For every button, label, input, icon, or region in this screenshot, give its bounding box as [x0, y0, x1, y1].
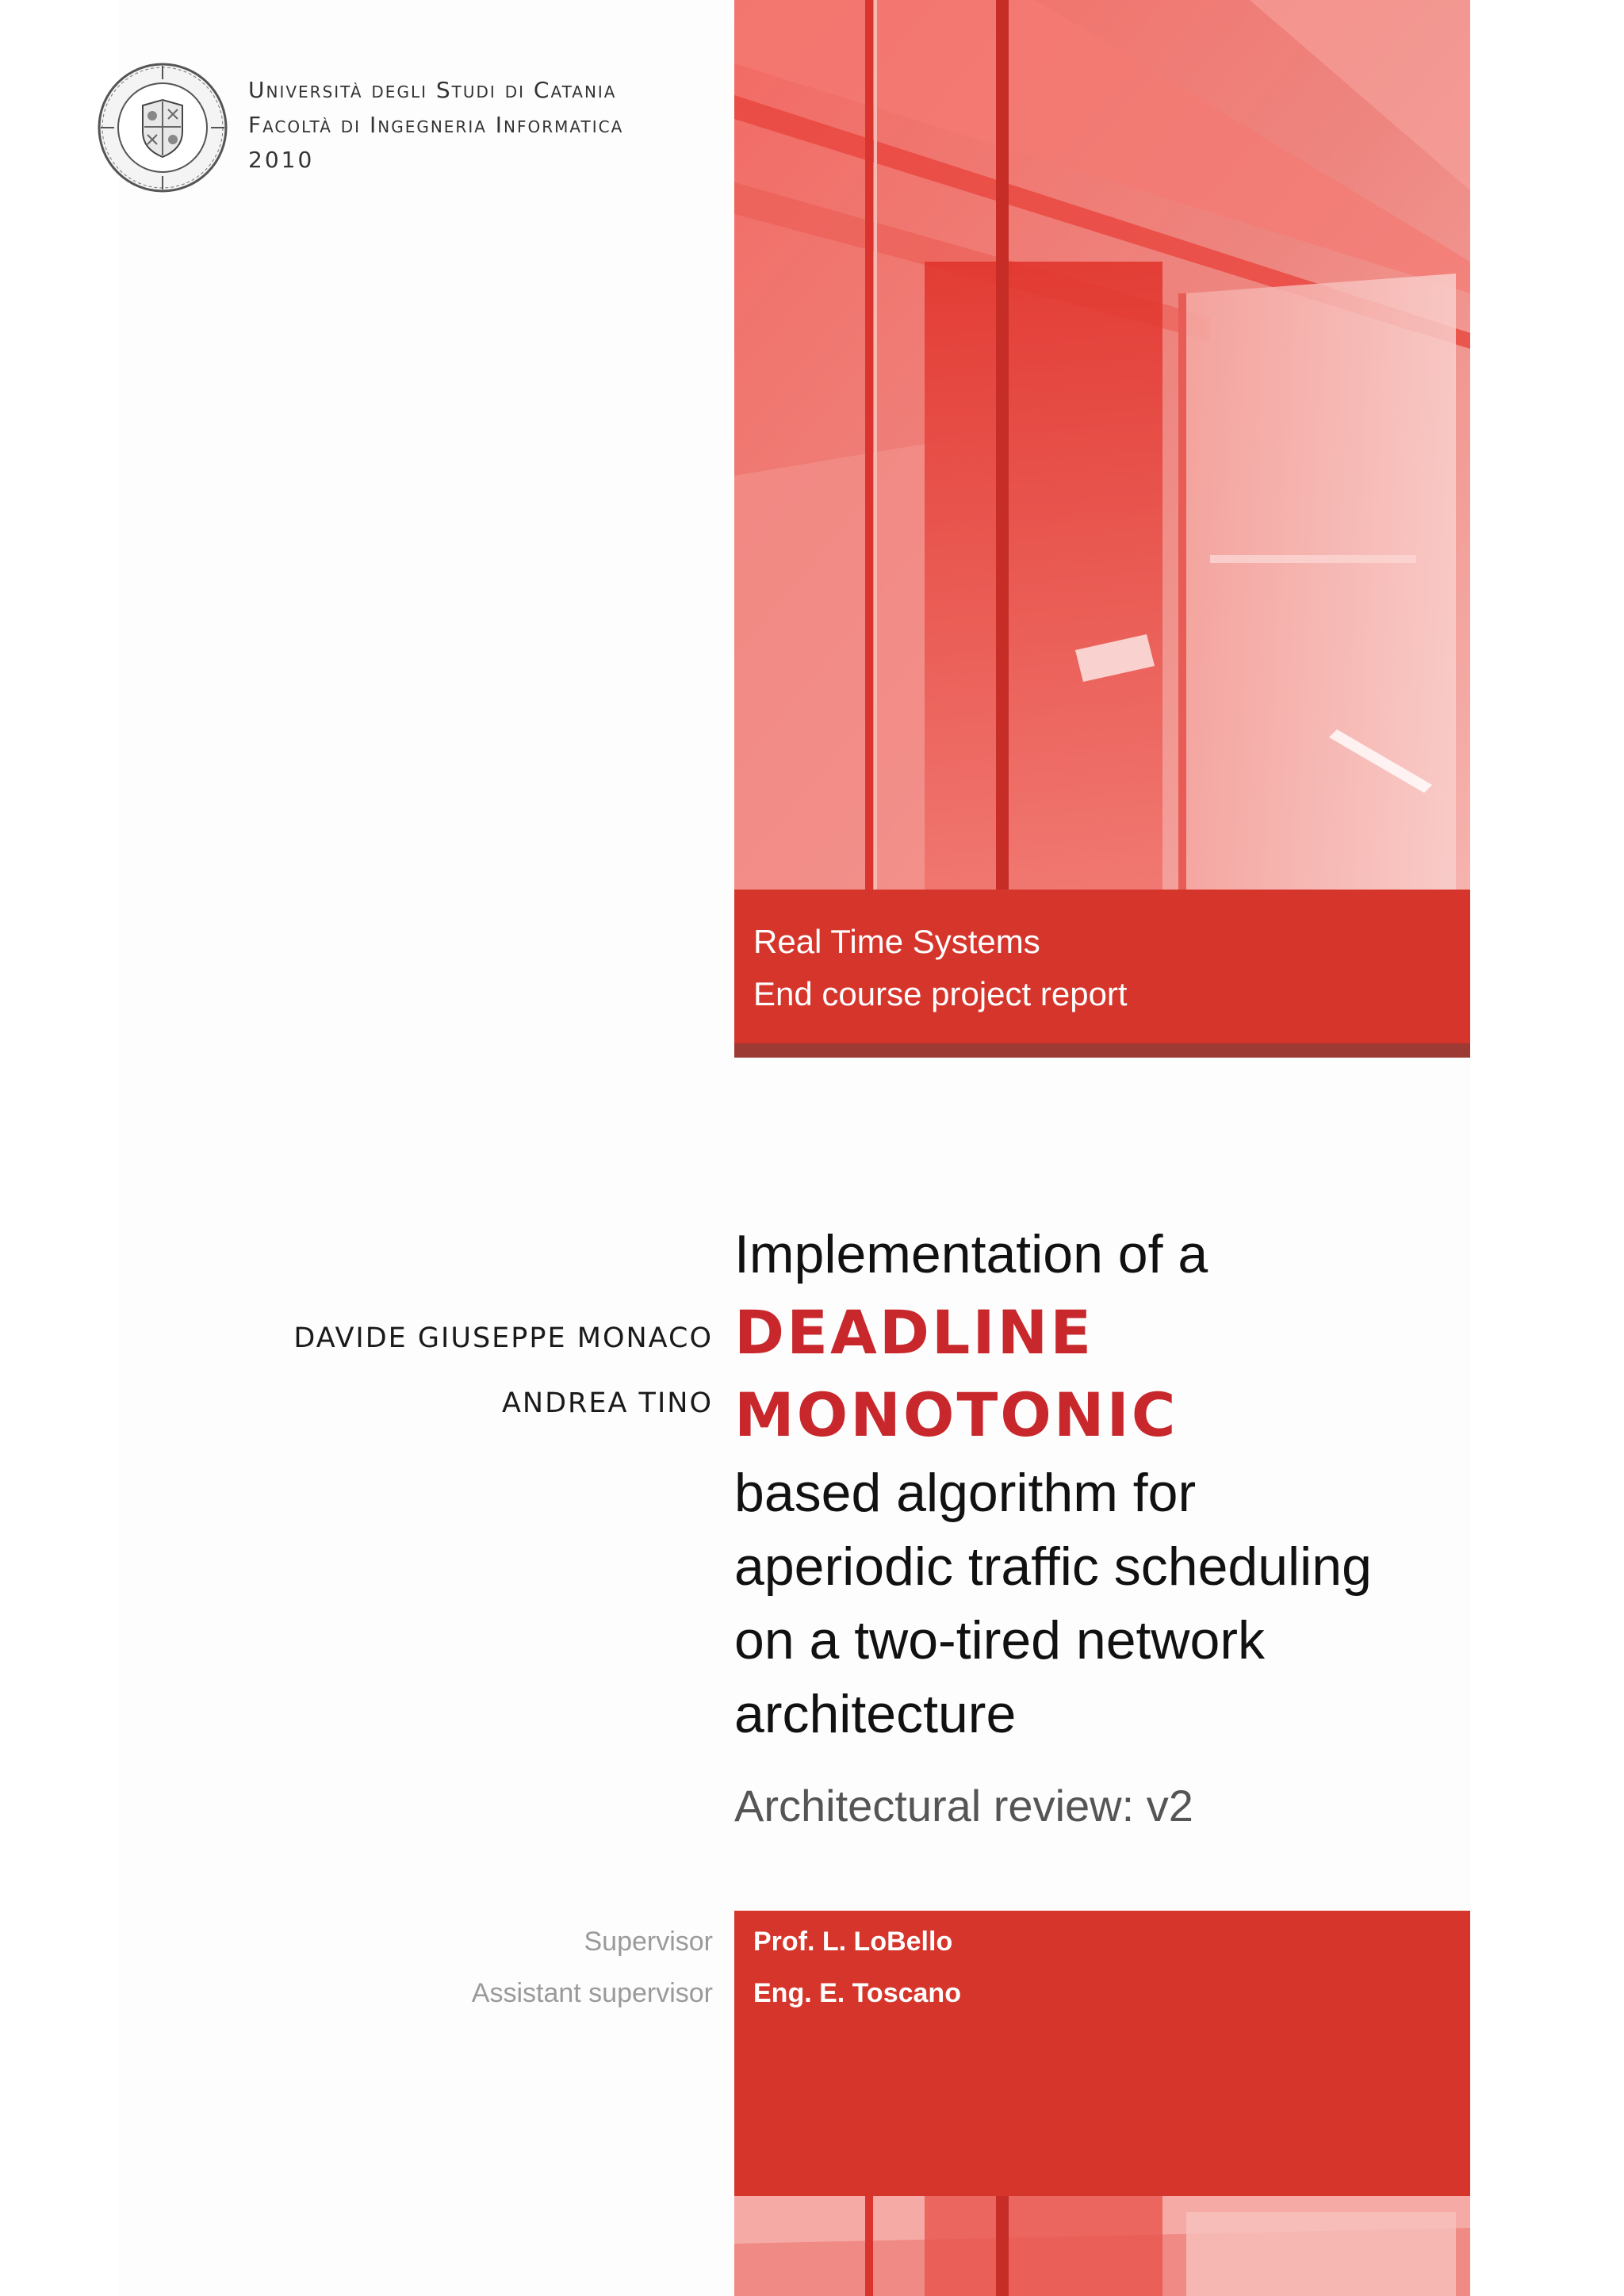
- author-1: DAVIDE GIUSEPPE MONACO: [293, 1322, 713, 1354]
- subtitle: Architectural review: v2: [734, 1781, 1193, 1831]
- title-highlight-2: MONOTONIC: [734, 1380, 1178, 1450]
- title-line-4: based algorithm for: [734, 1463, 1197, 1523]
- assistant-supervisor-label: Assistant supervisor: [471, 1978, 713, 2008]
- cover-photo-bottom: [734, 2196, 1470, 2296]
- year: 2010: [248, 147, 315, 173]
- course-banner-strip: [734, 1043, 1470, 1058]
- title-line-7: architecture: [734, 1684, 1017, 1744]
- assistant-supervisor-name: Eng. E. Toscano: [753, 1978, 961, 2008]
- report-type: End course project report: [753, 975, 1128, 1012]
- course-banner: [734, 890, 1470, 1043]
- university-header: [248, 73, 623, 178]
- faculty-name: Facoltà di Ingegneria Informatica: [248, 112, 624, 138]
- right-margin: [1471, 0, 1624, 2296]
- title-highlight-1: DEADLINE: [734, 1297, 1094, 1368]
- supervisor-label: Supervisor: [584, 1927, 713, 1957]
- supervisor-box: [734, 1911, 1470, 2196]
- university-name: Università degli Studi di Catania: [248, 77, 617, 103]
- supervisor-name: Prof. L. LoBello: [753, 1927, 953, 1957]
- document-title: [734, 1218, 1448, 1751]
- cover-photo: [734, 0, 1470, 891]
- title-line-5: aperiodic traffic scheduling: [734, 1536, 1372, 1597]
- title-line-6: on a two-tired network: [734, 1610, 1265, 1670]
- left-margin: [0, 0, 119, 2296]
- university-seal-icon: [97, 62, 228, 193]
- course-name: Real Time Systems: [753, 923, 1040, 960]
- title-line-1: Implementation of a: [734, 1224, 1208, 1284]
- author-2: ANDREA TINO: [501, 1387, 713, 1419]
